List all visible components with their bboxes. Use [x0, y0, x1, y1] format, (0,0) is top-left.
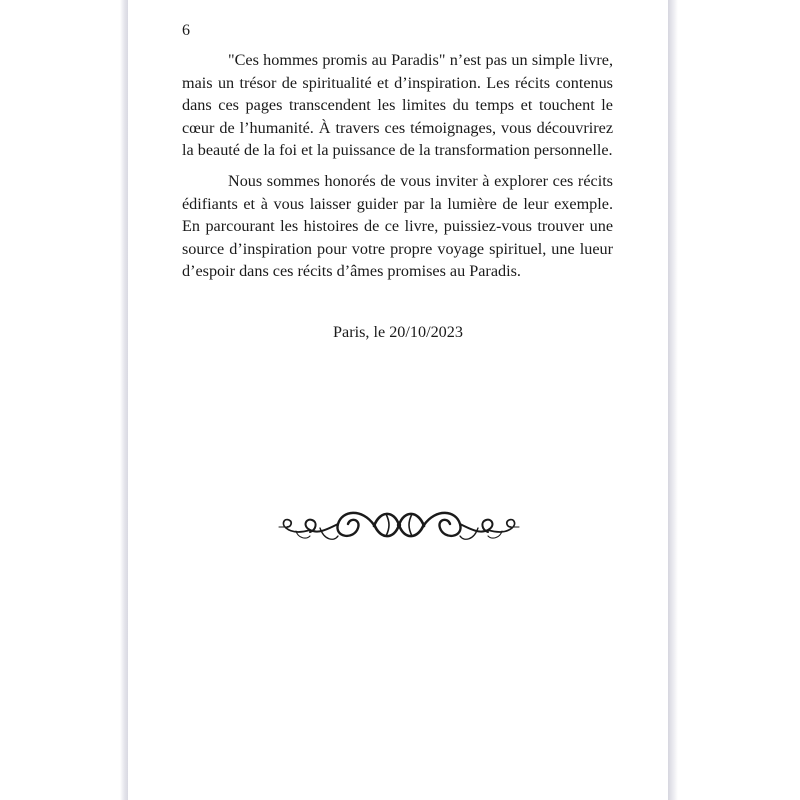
flourish-divider-icon [276, 500, 522, 550]
place-and-date: Paris, le 20/10/2023 [333, 323, 463, 341]
page-number: 6 [182, 22, 190, 39]
page-edge-right [668, 0, 678, 800]
paragraph-invitation: Nous sommes honorés de vous inviter à explorer ces récits édifiants et à vous laisser guider par la lumière de leur exemple. En parcourant les histoires de ce livre, puissiez-vous trouver une source d’inspiration pour votre propre voyage spirituel, une lueur d’espoir dans ces récits d’âmes promises au Paradis. [182, 172, 613, 280]
page-edge-left [120, 0, 128, 800]
paragraph-intro: "Ces hommes promis au Paradis" n’est pas un simple livre, mais un trésor de spiritualité et d’inspiration. Les récits contenus dans ces pages transcendent les limites du temps et touchent le cœur de l’humanité. À travers ces témoignages, vous découvrirez la beauté de la foi et la puissance de la transformation personnelle. [182, 51, 613, 159]
book-page [128, 0, 668, 800]
